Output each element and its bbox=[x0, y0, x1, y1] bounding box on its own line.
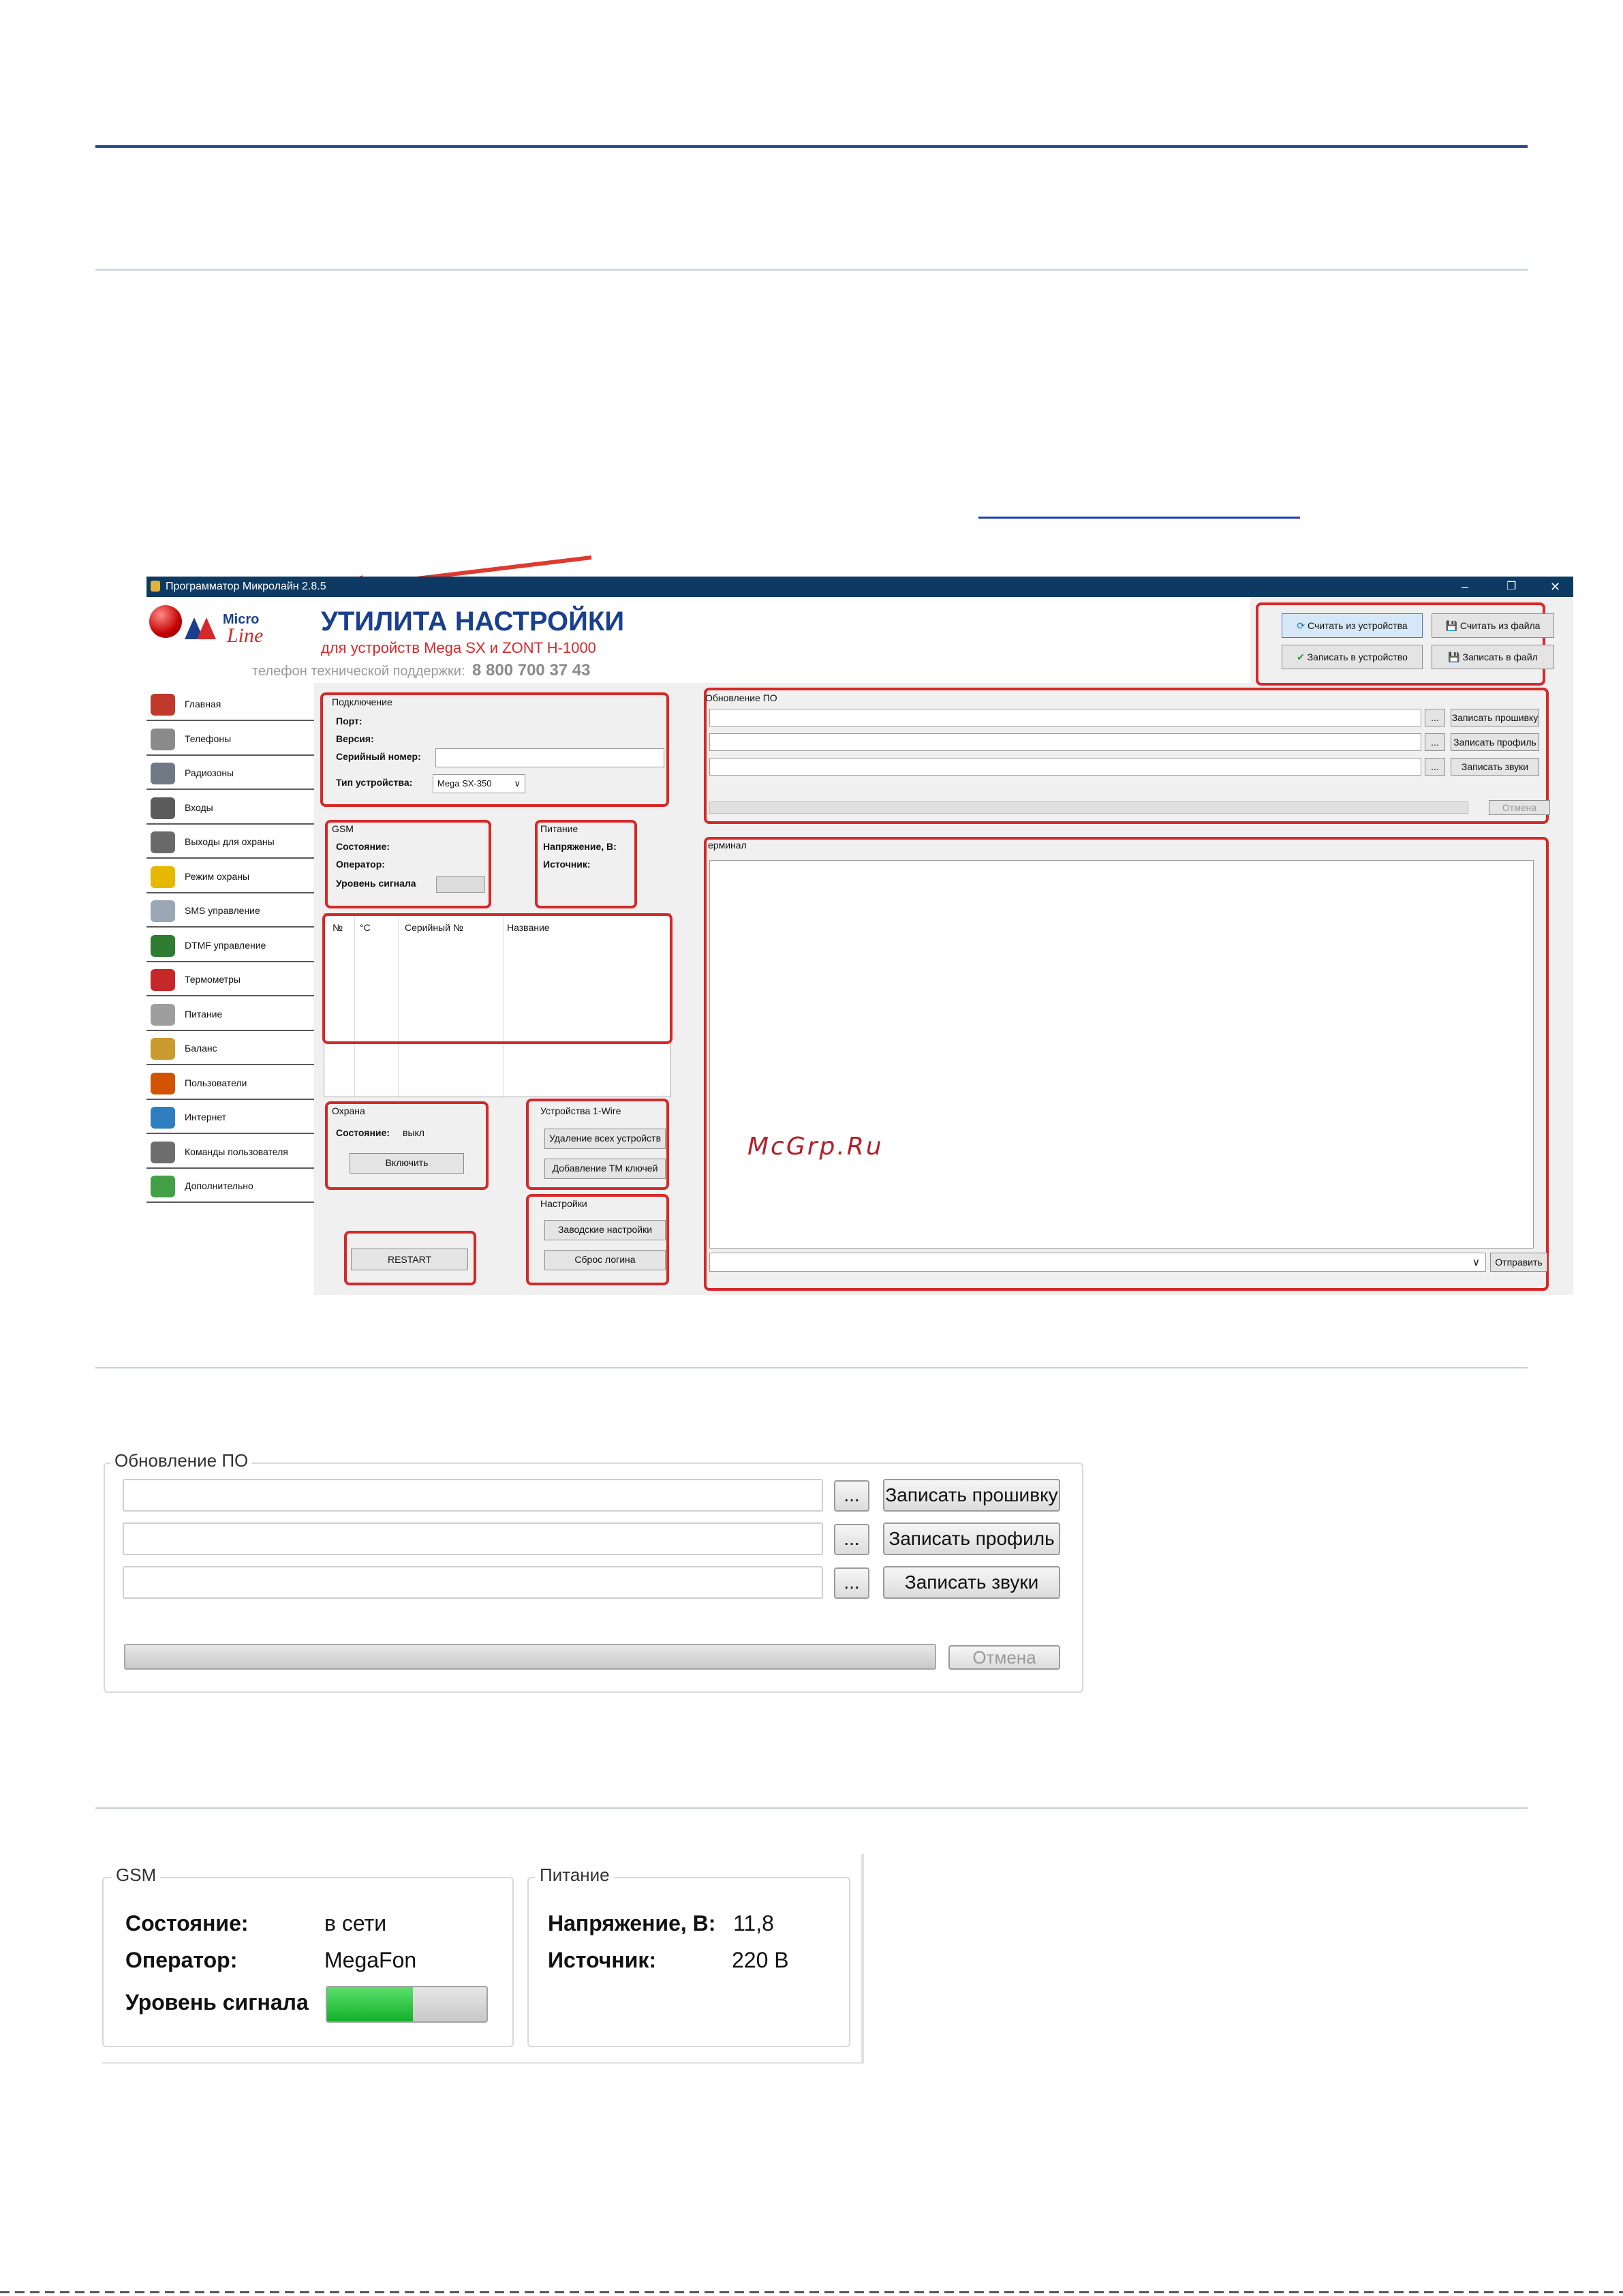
onewire-group-label: Устройства 1-Wire bbox=[540, 1105, 621, 1116]
phone-icon bbox=[151, 729, 175, 750]
factory-settings-button[interactable]: Заводские настройки bbox=[544, 1220, 666, 1240]
col-name: Название bbox=[507, 922, 550, 933]
sidebar-item-label: Главная bbox=[185, 699, 221, 709]
sidebar-item-label: DTMF управление bbox=[185, 939, 266, 951]
gsm-signal-label: Уровень сигнала bbox=[125, 1990, 309, 2015]
support-phone: 8 800 700 37 43 bbox=[472, 661, 591, 679]
guard-state-value: выкл bbox=[403, 1127, 424, 1138]
source-label: Источник: bbox=[548, 1948, 657, 1972]
update-group-label: Обновление ПО bbox=[705, 692, 777, 703]
sidebar-item-label: Питание bbox=[185, 1008, 223, 1020]
floppy-icon: 💾 bbox=[1445, 620, 1460, 631]
device-type-label: Тип устройства: bbox=[336, 777, 413, 788]
save-icon: 💾 bbox=[1448, 652, 1463, 662]
cancel-update-button[interactable]: Отмена bbox=[948, 1645, 1060, 1670]
port-label: Порт: bbox=[336, 716, 362, 726]
outputs-icon bbox=[151, 831, 175, 853]
watermark: McGrp.Ru bbox=[747, 1133, 884, 1161]
home-icon bbox=[151, 694, 175, 716]
sidebar-item[interactable] bbox=[146, 1170, 314, 1203]
write-profile-button[interactable]: Записать профиль bbox=[883, 1522, 1060, 1555]
window-title: Программатор Микролайн 2.8.5 bbox=[166, 581, 326, 592]
browse-firmware-button[interactable]: ... bbox=[1425, 709, 1445, 726]
chevron-down-icon: ∨ bbox=[514, 778, 521, 789]
source-value: 220 В bbox=[732, 1948, 789, 1972]
power-icon bbox=[151, 1004, 175, 1026]
sidebar-item[interactable] bbox=[146, 688, 314, 721]
sidebar-item[interactable] bbox=[146, 1032, 314, 1065]
page-bottom-rule bbox=[0, 2291, 1623, 2293]
browse-sounds-button[interactable]: ... bbox=[834, 1567, 869, 1599]
sidebar-item[interactable] bbox=[146, 723, 314, 756]
gsm-state-label: Состояние: bbox=[125, 1911, 249, 1935]
sidebar-item-label: Баланс bbox=[185, 1043, 217, 1054]
sidebar-item[interactable] bbox=[146, 757, 314, 790]
firmware-path-input[interactable] bbox=[709, 709, 1421, 726]
write-file-button[interactable]: 💾 Записать в файл bbox=[1432, 645, 1554, 669]
reset-login-button[interactable]: Сброс логина bbox=[544, 1250, 666, 1270]
browse-sounds-button[interactable]: ... bbox=[1425, 758, 1445, 776]
write-sounds-button[interactable]: Записать звуки bbox=[883, 1566, 1060, 1599]
sounds-path-input[interactable] bbox=[709, 758, 1421, 776]
guard-state-label: Состояние: bbox=[336, 1127, 390, 1138]
money-bag-icon bbox=[151, 1038, 175, 1060]
header-title: УТИЛИТА НАСТРОЙКИ bbox=[321, 607, 625, 637]
source-label: Источник: bbox=[543, 859, 591, 870]
logo-micro: Micro bbox=[223, 612, 260, 627]
sidebar-item[interactable] bbox=[146, 930, 314, 962]
update-progress-bar bbox=[709, 801, 1468, 814]
browse-firmware-button[interactable]: ... bbox=[834, 1480, 869, 1512]
browse-profile-button[interactable]: ... bbox=[1425, 733, 1445, 751]
voltage-value: 11,8 bbox=[733, 1911, 774, 1935]
title-bar bbox=[146, 577, 1573, 597]
top-rule bbox=[95, 145, 1528, 148]
cancel-update-button[interactable]: Отмена bbox=[1489, 800, 1550, 815]
write-sounds-button[interactable]: Записать звуки bbox=[1451, 758, 1539, 776]
support-label: телефон технической поддержки: bbox=[252, 664, 465, 679]
sync-icon: ⟳ bbox=[1297, 620, 1308, 631]
gsm-zoom-group-label: GSM bbox=[112, 1865, 160, 1886]
header-banner bbox=[146, 597, 1250, 683]
enable-guard-button[interactable]: Включить bbox=[350, 1153, 464, 1174]
chevron-down-icon: ∨ bbox=[1472, 1257, 1480, 1268]
shield-icon bbox=[151, 866, 175, 888]
delete-all-devices-button[interactable]: Удаление всех устройств bbox=[544, 1129, 666, 1149]
send-button[interactable]: Отправить bbox=[1490, 1253, 1547, 1272]
gsm-signal-bar bbox=[436, 876, 485, 893]
gsm-signal-label: Уровень сигнала bbox=[336, 878, 416, 889]
power-group-label: Питание bbox=[540, 823, 578, 834]
update-progress-bar bbox=[124, 1644, 936, 1670]
logo-line: Line bbox=[227, 624, 264, 647]
sidebar-item-label: Команды пользователя bbox=[185, 1146, 288, 1157]
logo-ball bbox=[149, 605, 182, 638]
power-zoom-group-label: Питание bbox=[536, 1865, 614, 1886]
sidebar-item-label: Термометры bbox=[185, 974, 241, 985]
sidebar-item-label: Выходы для охраны bbox=[185, 836, 275, 847]
sounds-path-input[interactable] bbox=[123, 1566, 823, 1599]
write-device-button[interactable]: ✔ Записать в устройство bbox=[1282, 645, 1423, 669]
sidebar-item[interactable] bbox=[146, 1101, 314, 1134]
users-icon bbox=[151, 1073, 175, 1095]
sidebar-item-label: Входы bbox=[185, 801, 213, 813]
sidebar-item-label: Интернет bbox=[185, 1112, 227, 1122]
read-device-button[interactable]: ⟳ Считать из устройства bbox=[1282, 613, 1423, 638]
sidebar-item-label: Режим охраны bbox=[185, 870, 250, 882]
panel-edge bbox=[861, 1854, 864, 2064]
minimize-icon[interactable]: – bbox=[1462, 580, 1469, 594]
sidebar-item-label: Телефоны bbox=[185, 733, 232, 744]
serial-label: Серийный номер: bbox=[336, 751, 421, 762]
thermometer-icon bbox=[151, 969, 175, 991]
voltage-label: Напряжение, В: bbox=[548, 1911, 716, 1935]
terminal-group-label: ерминал bbox=[708, 840, 747, 851]
joystick-icon bbox=[151, 1142, 175, 1163]
thermometers-highlight bbox=[322, 913, 673, 1044]
profile-path-input[interactable] bbox=[123, 1522, 823, 1555]
section-divider bbox=[95, 269, 1528, 271]
sidebar-item-label: Дополнительно bbox=[185, 1180, 253, 1191]
connection-group-label: Подключение bbox=[332, 697, 392, 707]
col-temp: °C bbox=[360, 922, 371, 933]
section-divider bbox=[95, 1367, 1528, 1368]
restart-button[interactable]: RESTART bbox=[351, 1249, 468, 1270]
write-profile-button[interactable]: Записать профиль bbox=[1451, 733, 1539, 751]
puzzle-icon bbox=[151, 1176, 175, 1197]
version-label: Версия: bbox=[336, 733, 374, 744]
section-divider bbox=[95, 1807, 1528, 1809]
sidebar-item-label: SMS управление bbox=[185, 905, 260, 916]
guard-group-label: Охрана bbox=[332, 1105, 365, 1116]
col-serial: Серийный № bbox=[405, 922, 463, 933]
browse-profile-button[interactable]: ... bbox=[834, 1524, 869, 1555]
close-icon[interactable]: ✕ bbox=[1550, 580, 1561, 594]
command-input[interactable] bbox=[709, 1253, 1486, 1272]
gsm-operator-label: Оператор: bbox=[125, 1948, 238, 1972]
device-type-select[interactable]: Mega SX-350 ∨ bbox=[433, 774, 525, 793]
gsm-operator-value: MegaFon bbox=[324, 1948, 417, 1972]
sidebar-item[interactable] bbox=[146, 964, 314, 996]
app-icon bbox=[151, 581, 160, 592]
sidebar-item[interactable] bbox=[146, 998, 314, 1031]
profile-path-input[interactable] bbox=[709, 733, 1421, 751]
envelope-icon bbox=[151, 900, 175, 922]
write-firmware-button[interactable]: Записать прошивку bbox=[1451, 709, 1539, 726]
voltage-label: Напряжение, В: bbox=[543, 841, 617, 852]
radio-icon bbox=[151, 763, 175, 784]
sidebar-item[interactable] bbox=[146, 1067, 314, 1100]
hyperlink-underline[interactable] bbox=[978, 517, 1300, 519]
logo-mark-icon bbox=[185, 615, 219, 639]
gsm-group-label: GSM bbox=[332, 823, 354, 834]
read-file-button[interactable]: 💾 Считать из файла bbox=[1432, 613, 1554, 638]
write-firmware-button[interactable]: Записать прошивку bbox=[883, 1479, 1060, 1512]
sidebar-item[interactable] bbox=[146, 792, 314, 825]
sidebar-item[interactable] bbox=[146, 895, 314, 928]
sidebar bbox=[146, 683, 314, 1295]
restore-icon[interactable]: ❐ bbox=[1506, 581, 1517, 592]
gsm-state-label: Состояние: bbox=[336, 841, 390, 852]
app-window bbox=[146, 577, 1573, 1295]
sidebar-item-label: Пользователи bbox=[185, 1077, 247, 1088]
update-zoom-group-label: Обновление ПО bbox=[110, 1450, 252, 1471]
terminal-output[interactable] bbox=[709, 860, 1534, 1249]
sidebar-item[interactable] bbox=[146, 826, 314, 859]
settings-group-label: Настройки bbox=[540, 1198, 587, 1209]
gsm-state-value: в сети bbox=[324, 1911, 387, 1935]
sidebar-item-label: Радиозоны bbox=[185, 767, 234, 778]
sidebar-item[interactable] bbox=[146, 1136, 314, 1169]
add-tm-keys-button[interactable]: Добавление ТМ ключей bbox=[544, 1159, 666, 1179]
gsm-operator-label: Оператор: bbox=[336, 859, 385, 870]
mobile-icon bbox=[151, 935, 175, 957]
firmware-path-input[interactable] bbox=[123, 1479, 823, 1512]
panel-edge bbox=[102, 2062, 864, 2064]
col-number: № bbox=[333, 922, 343, 933]
sidebar-item[interactable] bbox=[146, 861, 314, 893]
header-subtitle: для устройств Mega SX и ZONT H-1000 bbox=[321, 639, 596, 656]
serial-input[interactable] bbox=[435, 748, 664, 767]
check-icon: ✔ bbox=[1297, 652, 1308, 662]
inputs-icon bbox=[151, 797, 175, 819]
globe-icon bbox=[151, 1107, 175, 1129]
gsm-signal-bar bbox=[326, 1986, 488, 2023]
